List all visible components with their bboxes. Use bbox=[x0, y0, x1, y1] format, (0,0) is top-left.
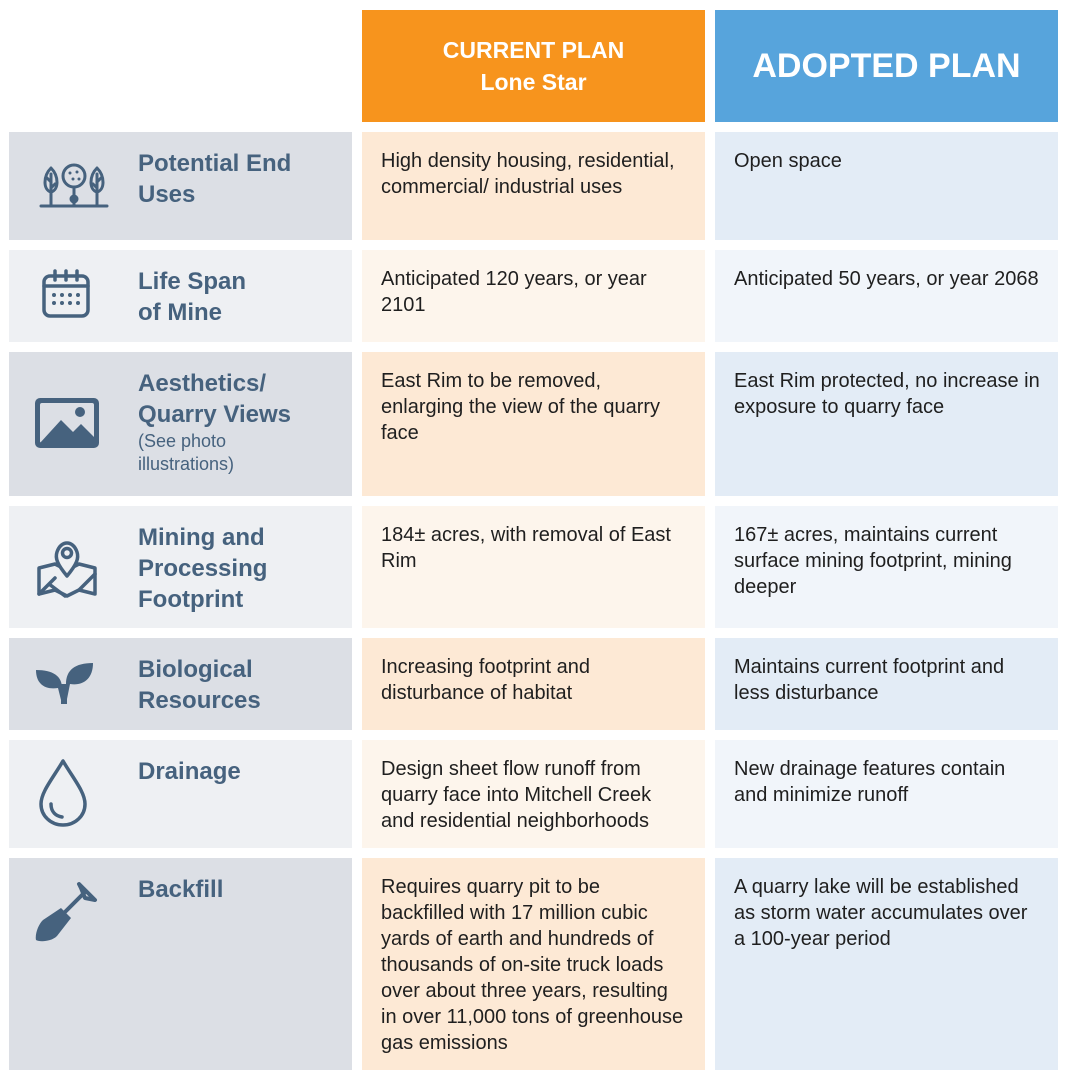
adopted-plan-header bbox=[715, 10, 1058, 122]
adopted-drainage: New drainage features contain and minimize runoff bbox=[715, 740, 1058, 848]
adopted-plan-title: ADOPTED PLAN bbox=[752, 47, 1021, 85]
current-footprint: 184± acres, with removal of East Rim bbox=[362, 506, 705, 628]
adopted-life-span: Anticipated 50 years, or year 2068 bbox=[715, 250, 1058, 342]
adopted-aesthetics: East Rim protected, no increase in exposure to quarry face bbox=[715, 352, 1058, 496]
row-label-backfill bbox=[9, 858, 352, 1070]
water-drop-icon bbox=[37, 758, 89, 828]
current-drainage: Design sheet flow runoff from quarry face into Mitchell Creek and residential neighborhoods bbox=[362, 740, 705, 848]
row-label-biological bbox=[9, 638, 352, 730]
row-label-text: Drainage bbox=[138, 758, 241, 785]
row-label-end-uses bbox=[9, 132, 352, 240]
calendar-icon bbox=[41, 268, 93, 320]
row-label-text: Biological Resources bbox=[138, 656, 261, 714]
adopted-backfill: A quarry lake will be established as storm water accumulates over a 100-year period bbox=[715, 858, 1058, 1070]
current-biological: Increasing footprint and disturbance of habitat bbox=[362, 638, 705, 730]
current-plan-title: CURRENT PLAN bbox=[442, 37, 625, 63]
current-plan-subtitle: Lone Star bbox=[480, 69, 587, 95]
row-label-text: Mining and Processing Footprint bbox=[138, 524, 268, 613]
adopted-end-uses: Open space bbox=[715, 132, 1058, 240]
sprout-icon bbox=[33, 660, 95, 706]
row-label-footprint bbox=[9, 506, 352, 628]
row-label-life-span bbox=[9, 250, 352, 342]
adopted-biological: Maintains current footprint and less disturbance bbox=[715, 638, 1058, 730]
current-backfill: Requires quarry pit to be backfilled with 17 million cubic yards of earth and hundreds of thousands of on-site truck loads over about three years, resulting in over 11,000 tons of greenhouse gas emissions bbox=[362, 858, 705, 1070]
row-label-text: Aesthetics/ Quarry Views (See photo illustrations) bbox=[138, 370, 291, 474]
current-plan-header bbox=[362, 10, 705, 122]
row-label-aesthetics bbox=[9, 352, 352, 496]
row-label-text: Potential End Uses bbox=[138, 150, 292, 208]
trees-icon bbox=[39, 160, 109, 214]
row-label-text: Backfill bbox=[138, 876, 224, 903]
adopted-footprint: 167± acres, maintains current surface mining footprint, mining deeper bbox=[715, 506, 1058, 628]
shovel-icon bbox=[33, 880, 99, 944]
current-life-span: Anticipated 120 years, or year 2101 bbox=[362, 250, 705, 342]
current-aesthetics: East Rim to be removed, enlarging the view of the quarry face bbox=[362, 352, 705, 496]
current-end-uses: High density housing, residential, commercial/ industrial uses bbox=[362, 132, 705, 240]
map-pin-icon bbox=[35, 540, 99, 598]
row-label-drainage bbox=[9, 740, 352, 848]
row-label-text: Life Span of Mine bbox=[138, 268, 247, 326]
image-icon bbox=[33, 396, 101, 450]
